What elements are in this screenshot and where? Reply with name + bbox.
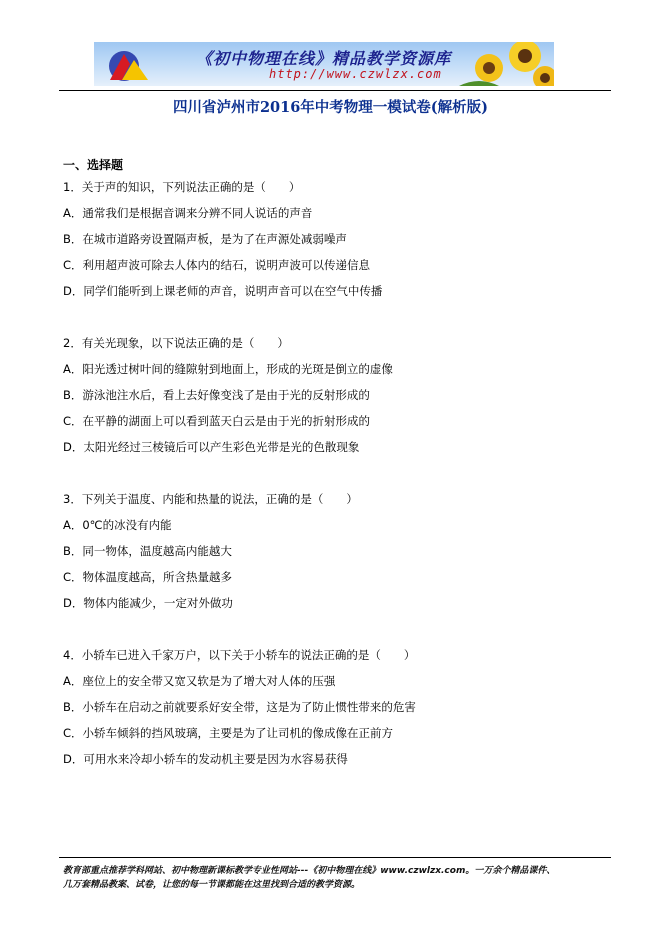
question-4-stem: 4．小轿车已进入千家万户，以下关于小轿车的说法正确的是（ ） — [63, 648, 416, 662]
question-4-option-b: B．小轿车在启动之前就要系好安全带，这是为了防止惯性带来的危害 — [63, 700, 416, 714]
footer-divider — [59, 857, 611, 858]
question-4-option-a: A．座位上的安全带又宽又软是为了增大对人体的压强 — [63, 674, 336, 688]
banner-title: 《初中物理在线》精品教学资源库 — [196, 49, 452, 68]
document-title: 四川省泸州市2016年中考物理一模试卷(解析版) — [172, 99, 489, 116]
question-1-option-c: C．利用超声波可除去人体内的结石，说明声波可以传递信息 — [63, 258, 371, 272]
question-3-option-c: C．物体温度越高，所含热量越多 — [63, 570, 233, 584]
site-logo-icon — [104, 46, 154, 84]
question-4-option-d: D．可用水来冷却小轿车的发动机主要是因为水容易获得 — [63, 752, 348, 766]
question-3-option-a: A．0℃的冰没有内能 — [63, 518, 172, 532]
question-1-option-d: D．同学们能听到上课老师的声音，说明声音可以在空气中传播 — [63, 284, 383, 298]
header-banner — [94, 42, 554, 86]
footer-line-2: 几万套精品教案、试卷，让您的每一节课都能在这里找到合适的教学资源。 — [63, 880, 361, 890]
section-heading: 一、选择题 — [63, 158, 124, 172]
question-1-stem: 1．关于声的知识，下列说法正确的是（ ） — [63, 180, 301, 194]
question-1-option-a: A．通常我们是根据音调来分辨不同人说话的声音 — [63, 206, 313, 220]
question-3-option-d: D．物体内能减少，一定对外做功 — [63, 596, 233, 610]
footer-line-1: 教育部重点推荐学科网站、初中物理新课标教学专业性网站---《初中物理在线》www.czwlzx.com。一万余个精品课件、 — [63, 866, 556, 876]
question-4-option-c: C．小轿车倾斜的挡风玻璃，主要是为了让司机的像成像在正前方 — [63, 726, 394, 740]
question-2-stem: 2．有关光现象，以下说法正确的是（ ） — [63, 336, 289, 350]
question-2-option-d: D．太阳光经过三棱镜后可以产生彩色光带是光的色散现象 — [63, 440, 360, 454]
question-2-option-c: C．在平静的湖面上可以看到蓝天白云是由于光的折射形成的 — [63, 414, 371, 428]
question-1-option-b: B．在城市道路旁设置隔声板，是为了在声源处减弱噪声 — [63, 232, 347, 246]
banner-url[interactable]: http://www.czwlzx.com — [269, 67, 442, 81]
page-footer — [63, 864, 623, 892]
question-3-option-b: B．同一物体，温度越高内能越大 — [63, 544, 232, 558]
header-divider — [59, 90, 611, 91]
question-2-option-b: B．游泳池注水后，看上去好像变浅了是由于光的反射形成的 — [63, 388, 370, 402]
question-3-stem: 3．下列关于温度、内能和热量的说法，正确的是（ ） — [63, 492, 358, 506]
sunflower-icon — [459, 42, 554, 86]
question-2-option-a: A．阳光透过树叶间的缝隙射到地面上，形成的光斑是倒立的虚像 — [63, 362, 393, 376]
